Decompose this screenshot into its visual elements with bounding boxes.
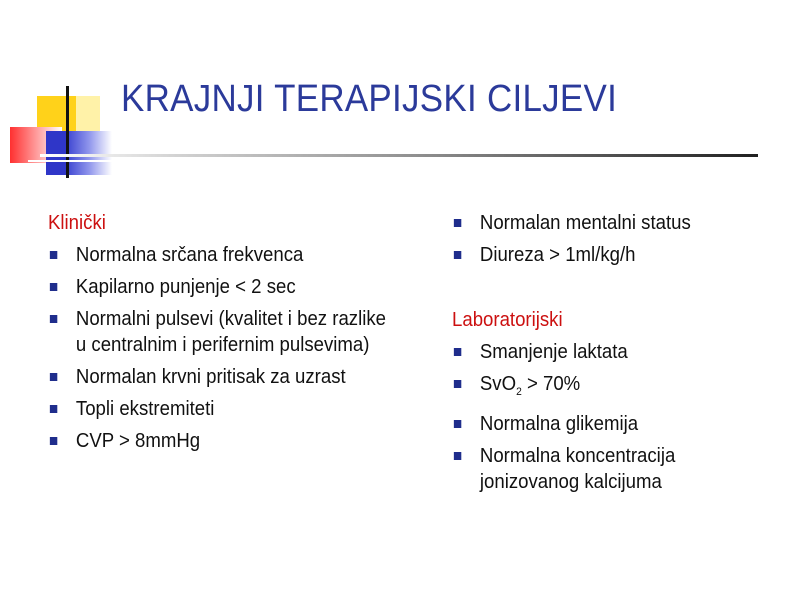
- list-item: Smanjenje laktata: [452, 339, 759, 365]
- list-item: Normalni pulsevi (kvalitet i bez razlike u centralnim i perifernim pulsevima): [48, 306, 392, 358]
- list-item: Normalna glikemija: [452, 411, 759, 437]
- square-bullet-icon: [454, 420, 461, 428]
- list-item: Normalna koncentracija jonizovanog kalcijuma: [452, 443, 759, 495]
- list-item: Normalna srčana frekvenca: [48, 242, 392, 268]
- list-item: CVP > 8mmHg: [48, 428, 392, 454]
- square-bullet-icon: [50, 283, 57, 291]
- clinical-heading: Klinički: [48, 212, 106, 234]
- decorative-logo: [0, 0, 130, 190]
- square-bullet-icon: [50, 405, 57, 413]
- slide-title: KRAJNJI TERAPIJSKI CILJEVI: [121, 78, 618, 120]
- square-bullet-icon: [454, 219, 461, 227]
- laboratory-heading: Laboratorijski: [452, 309, 563, 331]
- right-column: [452, 210, 782, 495]
- clinical-list: [48, 242, 418, 454]
- square-bullet-icon: [50, 373, 57, 381]
- list-item: [452, 371, 759, 405]
- square-bullet-icon: [454, 348, 461, 356]
- square-bullet-icon: [50, 315, 57, 323]
- square-bullet-icon: [454, 380, 461, 388]
- square-bullet-icon: [50, 437, 57, 445]
- square-bullet-icon: [50, 251, 57, 259]
- list-item: Topli ekstremiteti: [48, 396, 392, 422]
- list-item: Normalan mentalni status: [452, 210, 759, 236]
- clinical-column: [48, 210, 418, 454]
- list-item: Diureza > 1ml/kg/h: [452, 242, 759, 268]
- title-divider: [40, 154, 758, 157]
- svo2-text: SvO$_2$ > 70%: [479, 373, 581, 398]
- list-item: Normalan krvni pritisak za uzrast: [48, 364, 392, 390]
- laboratory-list: [452, 339, 782, 495]
- list-item: Kapilarno punjenje < 2 sec: [48, 274, 392, 300]
- square-bullet-icon: [454, 251, 461, 259]
- square-bullet-icon: [454, 452, 461, 460]
- clinical-list-continued: [452, 210, 782, 268]
